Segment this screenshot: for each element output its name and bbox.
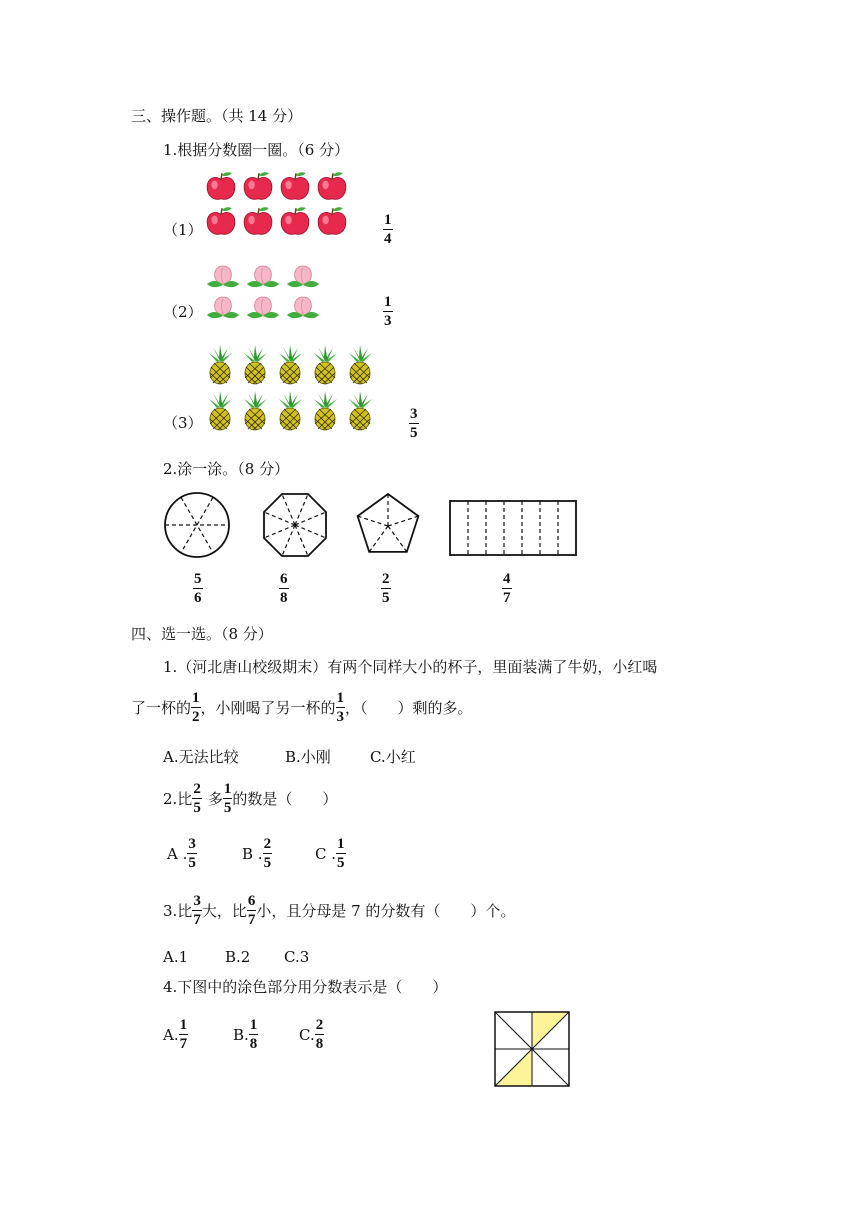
s4-q4-option-c[interactable]: C. $\frac{2}{8}$	[299, 1017, 324, 1052]
s4-q4-stem: 4.下图中的涂色部分用分数表示是（ ）	[163, 978, 448, 996]
pentagon-fraction: 2 5	[382, 571, 390, 606]
circle-fraction: 5 6	[194, 571, 202, 606]
rectangle-fraction: 4 7	[503, 571, 511, 606]
s4-q2-stem: 2.比 $\frac{2}{5}$ 多 $\frac{1}{5}$ 的数是（ ）	[163, 781, 338, 816]
section-3-heading: 三、操作题。（共 14 分）	[131, 107, 303, 125]
s4-q1-line2: 了一杯的 $\frac{1}{2}$ ，小刚喝了另一杯的 $\frac{1}{3}$ ，（ ）剩的多。	[131, 690, 473, 725]
fraction-half: $\frac{1}{2}$	[192, 690, 200, 725]
s4-q1-option-a[interactable]: A.无法比较	[163, 748, 239, 766]
pineapple-icon	[209, 345, 232, 384]
apple-icon	[244, 172, 272, 199]
pineapple-icon	[279, 345, 302, 384]
apple-icon	[281, 207, 309, 234]
s4-q1-line1: 1.（河北唐山校级期末）有两个同样大小的杯子，里面装满了牛奶，小红喝	[163, 658, 658, 676]
apple-icon	[244, 207, 272, 234]
s4-q4-option-b[interactable]: B. $\frac{1}{8}$	[233, 1017, 258, 1052]
q2-prompt: 2.涂一涂。（8 分）	[163, 460, 290, 478]
pineapple-icon	[244, 391, 267, 430]
s4-q2-option-b[interactable]: B . $\frac{2}{5}$	[242, 836, 272, 871]
peach-icon	[247, 297, 279, 318]
peach-group[interactable]	[205, 260, 325, 322]
item-3-fraction: 3 5	[410, 406, 418, 441]
apple-icon	[281, 172, 309, 199]
fraction-third: $\frac{1}{3}$	[336, 690, 345, 725]
pineapple-icon	[349, 391, 372, 430]
item-2-fraction: 1 3	[384, 294, 392, 329]
s4-q2-option-a[interactable]: A . $\frac{3}{5}$	[167, 836, 196, 871]
pineapple-icon	[244, 345, 267, 384]
octagon-fraction: 6 8	[280, 571, 288, 606]
octagon-8-parts-shape	[264, 494, 326, 556]
apple-icon	[207, 207, 235, 234]
item-1-label: （1）	[163, 221, 203, 239]
pineapple-icon	[314, 391, 337, 430]
s4-q4-option-a[interactable]: A. $\frac{1}{7}$	[163, 1017, 188, 1052]
s4-q1-option-b[interactable]: B.小刚	[285, 748, 331, 766]
apple-icon	[207, 172, 235, 199]
pineapple-icon	[279, 391, 302, 430]
q1-prompt: 1.根据分数圈一圈。（6 分）	[163, 141, 350, 159]
s4-q3-option-c[interactable]: C.3	[284, 948, 310, 966]
section-4-heading: 四、选一选。（8 分）	[131, 625, 273, 643]
apple-group[interactable]	[205, 170, 355, 238]
circle-6-parts-shape	[165, 493, 229, 557]
apple-icon	[318, 207, 346, 234]
pineapple-icon	[314, 345, 337, 384]
s4-q2-option-c[interactable]: C . $\frac{1}{5}$	[315, 836, 345, 871]
rectangle-7-parts-shape	[450, 501, 576, 555]
item-3-label: （3）	[163, 414, 203, 432]
s4-q3-option-a[interactable]: A.1	[163, 948, 189, 966]
peach-icon	[287, 297, 319, 318]
coloring-shapes[interactable]	[160, 490, 600, 565]
item-2-label: （2）	[163, 303, 203, 321]
pineapple-icon	[349, 345, 372, 384]
pentagon-5-parts-shape	[358, 494, 419, 552]
pineapple-icon	[209, 391, 232, 430]
peach-icon	[287, 266, 319, 287]
peach-icon	[207, 266, 239, 287]
peach-icon	[247, 266, 279, 287]
pineapple-group[interactable]	[205, 345, 385, 435]
peach-icon	[207, 297, 239, 318]
s4-q3-stem: 3.比 $\frac{3}{7}$ 大，比 $\frac{6}{7}$ 小，且分母是 7 的分数有（ ）个。	[163, 893, 516, 928]
s4-q1-option-c[interactable]: C.小红	[370, 748, 416, 766]
apple-icon	[318, 172, 346, 199]
q4-figure	[495, 1012, 569, 1086]
s4-q3-option-b[interactable]: B.2	[225, 948, 251, 966]
item-1-fraction: 1 4	[384, 212, 392, 247]
